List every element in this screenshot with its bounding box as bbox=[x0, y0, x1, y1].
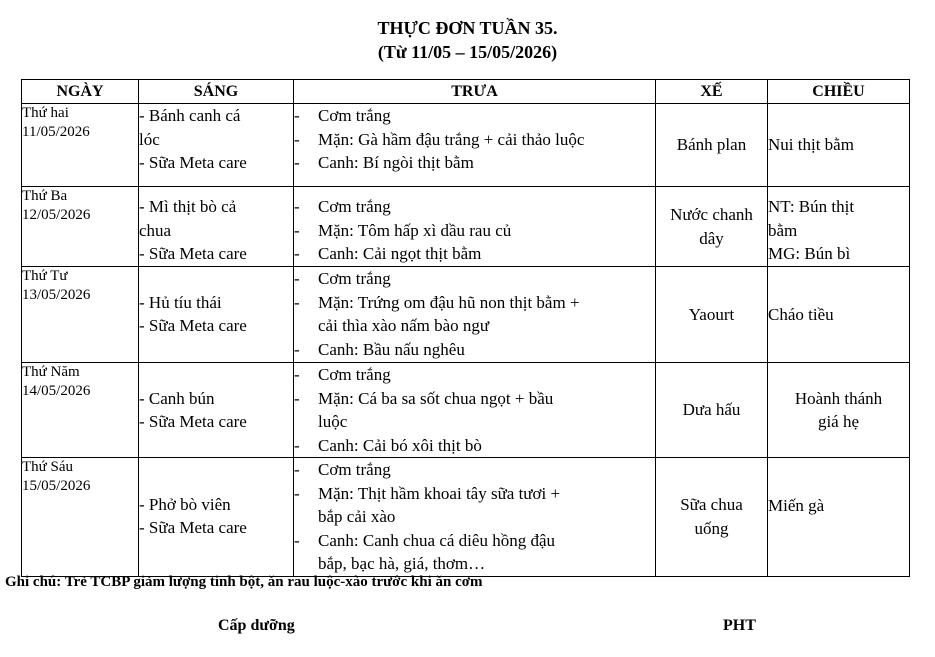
bullet-dash: - bbox=[294, 388, 300, 408]
lunch-line bbox=[294, 242, 655, 266]
evening-line: Hoành thánh bbox=[794, 388, 883, 408]
bullet-dash bbox=[294, 505, 318, 529]
morning-line: - Bánh canh cá bbox=[139, 106, 241, 125]
bullet-dash: - bbox=[294, 435, 300, 455]
lunch-line bbox=[294, 434, 655, 458]
evening-cell bbox=[768, 267, 910, 363]
bullet-dash: - bbox=[294, 530, 300, 550]
morning-line: - Sữa Meta care bbox=[139, 316, 247, 335]
header-row bbox=[22, 80, 910, 104]
morning-cell bbox=[139, 104, 294, 187]
lunch-text: Cơm trắng bbox=[318, 460, 391, 479]
evening-cell bbox=[768, 104, 910, 187]
menu-date-range: (Từ 11/05 – 15/05/2026) bbox=[377, 42, 558, 62]
morning-line: - Mì thịt bò cả bbox=[139, 197, 237, 216]
day-cell bbox=[22, 458, 139, 577]
morning-cell bbox=[139, 267, 294, 363]
lunch-text: Mặn: Cá ba sa sốt chua ngọt + bầu bbox=[318, 388, 554, 408]
bullet-dash: - bbox=[294, 269, 300, 288]
lunch-text: Mặn: Tôm hấp xì dầu rau củ bbox=[318, 220, 512, 240]
lunch-line bbox=[294, 458, 655, 482]
header-evening: CHIỀU bbox=[768, 80, 910, 104]
lunch-text: Mặn: Thịt hầm khoai tây sữa tươi + bbox=[318, 483, 561, 503]
bullet-dash bbox=[294, 552, 318, 576]
lunch-line bbox=[294, 410, 655, 434]
day-date: 14/05/2026 bbox=[22, 383, 91, 399]
snack-cell bbox=[656, 458, 768, 577]
day-cell bbox=[22, 104, 139, 187]
evening-line: Cháo tiều bbox=[768, 304, 834, 324]
day-date: 13/05/2026 bbox=[22, 287, 91, 303]
signature-cook: Cấp dưỡng bbox=[218, 617, 295, 634]
morning-line: - Canh bún bbox=[139, 388, 215, 408]
morning-line: - Sữa Meta care bbox=[139, 244, 247, 263]
evening-line: MG: Bún bì bbox=[768, 244, 851, 263]
bullet-dash: - bbox=[294, 339, 300, 359]
menu-title: THỰC ĐƠN TUẦN 35. bbox=[377, 18, 558, 38]
day-date: 15/05/2026 bbox=[22, 478, 91, 494]
day-name: Thứ Ba bbox=[22, 188, 68, 204]
lunch-cell bbox=[294, 363, 656, 458]
morning-line: - Sữa Meta care bbox=[139, 153, 247, 172]
lunch-line bbox=[294, 482, 655, 506]
snack-cell bbox=[656, 267, 768, 363]
morning-line: - Phở bò viên bbox=[139, 494, 231, 514]
evening-line: Nui thịt bằm bbox=[768, 135, 854, 155]
bullet-dash: - bbox=[294, 153, 300, 172]
day-cell bbox=[22, 267, 139, 363]
lunch-cell bbox=[294, 187, 656, 267]
snack-line: Nước chanh bbox=[670, 205, 753, 224]
lunch-line bbox=[294, 128, 655, 152]
bullet-dash: - bbox=[294, 106, 300, 125]
lunch-line bbox=[294, 104, 655, 128]
lunch-text: Canh: Bầu nấu nghêu bbox=[318, 339, 465, 359]
day-name: Thứ Năm bbox=[22, 364, 80, 380]
table-row bbox=[22, 267, 910, 363]
table-row bbox=[22, 104, 910, 187]
bullet-dash: - bbox=[294, 197, 300, 216]
bullet-dash: - bbox=[294, 244, 300, 263]
table-row bbox=[22, 363, 910, 458]
snack-line: Yaourt bbox=[688, 304, 735, 324]
lunch-text: luộc bbox=[318, 412, 348, 431]
morning-line bbox=[139, 267, 293, 291]
table-row bbox=[22, 458, 910, 577]
lunch-text: bắp cải xào bbox=[318, 507, 396, 526]
snack-line: Sữa chua bbox=[680, 495, 743, 515]
snack-line: Dưa hấu bbox=[682, 400, 741, 420]
bullet-dash: - bbox=[294, 292, 300, 312]
bullet-dash: - bbox=[294, 129, 300, 149]
snack-cell bbox=[656, 187, 768, 267]
lunch-text: Cơm trắng bbox=[318, 269, 391, 288]
lunch-line bbox=[294, 151, 655, 175]
lunch-line bbox=[294, 267, 655, 291]
evening-line: Miến gà bbox=[768, 496, 825, 515]
snack-line: dây bbox=[699, 228, 724, 248]
day-date: 12/05/2026 bbox=[22, 207, 91, 223]
snack-line: Bánh plan bbox=[676, 135, 747, 155]
lunch-line bbox=[294, 505, 655, 529]
morning-line: chua bbox=[139, 220, 172, 240]
header-lunch: TRƯA bbox=[294, 80, 656, 104]
day-name: Thứ Tư bbox=[22, 268, 68, 284]
evening-line: giá hẹ bbox=[817, 412, 860, 431]
lunch-cell bbox=[294, 267, 656, 363]
lunch-text: Cơm trắng bbox=[318, 106, 391, 125]
lunch-text: bắp, bạc hà, giá, thơm… bbox=[318, 554, 486, 573]
bullet-dash: - bbox=[294, 483, 300, 503]
morning-cell bbox=[139, 363, 294, 458]
evening-line: bằm bbox=[768, 220, 798, 240]
bullet-dash: - bbox=[294, 460, 300, 479]
evening-line: NT: Bún thịt bbox=[768, 197, 855, 216]
bullet-dash: - bbox=[294, 220, 300, 240]
morning-line: - Sữa Meta care bbox=[139, 518, 247, 537]
lunch-line bbox=[294, 219, 655, 243]
lunch-cell bbox=[294, 104, 656, 187]
morning-cell bbox=[139, 187, 294, 267]
lunch-text: Mặn: Gà hầm đậu trắng + cải thảo luộc bbox=[318, 129, 585, 149]
lunch-line bbox=[294, 387, 655, 411]
lunch-text: Cơm trắng bbox=[318, 365, 391, 384]
day-cell bbox=[22, 187, 139, 267]
lunch-line bbox=[294, 314, 655, 338]
lunch-line bbox=[294, 529, 655, 553]
lunch-line bbox=[294, 291, 655, 315]
lunch-text: Canh: Canh chua cá diêu hồng đậu bbox=[318, 530, 555, 550]
morning-cell bbox=[139, 458, 294, 577]
morning-line bbox=[139, 469, 293, 493]
bullet-dash: - bbox=[294, 365, 300, 384]
day-cell bbox=[22, 363, 139, 458]
header-afternoon-snack: XẾ bbox=[656, 80, 768, 104]
signature-vice-principal: PHT bbox=[723, 617, 756, 634]
lunch-line bbox=[294, 363, 655, 387]
lunch-text: cải thìa xào nấm bào ngư bbox=[318, 316, 490, 335]
bullet-dash bbox=[294, 410, 318, 434]
day-name: Thứ hai bbox=[22, 105, 69, 121]
lunch-text: Canh: Bí ngòi thịt bằm bbox=[318, 153, 474, 172]
weekly-menu-table bbox=[21, 79, 910, 577]
header-day: NGÀY bbox=[22, 80, 139, 104]
evening-cell bbox=[768, 458, 910, 577]
morning-line: - Sữa Meta care bbox=[139, 412, 247, 431]
morning-line bbox=[139, 363, 293, 387]
table-row bbox=[22, 187, 910, 267]
bullet-dash bbox=[294, 314, 318, 338]
day-name: Thứ Sáu bbox=[22, 459, 74, 475]
lunch-text: Canh: Cải bó xôi thịt bò bbox=[318, 435, 482, 455]
lunch-text: Mặn: Trứng om đậu hũ non thịt bằm + bbox=[318, 292, 580, 312]
snack-line: uống bbox=[694, 518, 729, 538]
lunch-text: Canh: Cải ngọt thịt bằm bbox=[318, 244, 482, 263]
snack-cell bbox=[656, 363, 768, 458]
lunch-cell bbox=[294, 458, 656, 577]
snack-cell bbox=[656, 104, 768, 187]
day-date: 11/05/2026 bbox=[22, 124, 90, 140]
evening-cell bbox=[768, 363, 910, 458]
header-morning: SÁNG bbox=[139, 80, 294, 104]
lunch-line bbox=[294, 195, 655, 219]
lunch-line bbox=[294, 338, 655, 362]
lunch-text: Cơm trắng bbox=[318, 197, 391, 216]
morning-line: lóc bbox=[139, 129, 160, 149]
lunch-line bbox=[294, 552, 655, 576]
evening-cell bbox=[768, 187, 910, 267]
footnote: Ghi chú: Trẻ TCBP giảm lượng tinh bột, ăn rau luộc-xào trước khi ăn cơm bbox=[5, 574, 483, 590]
morning-line: - Hủ tíu thái bbox=[139, 292, 222, 312]
